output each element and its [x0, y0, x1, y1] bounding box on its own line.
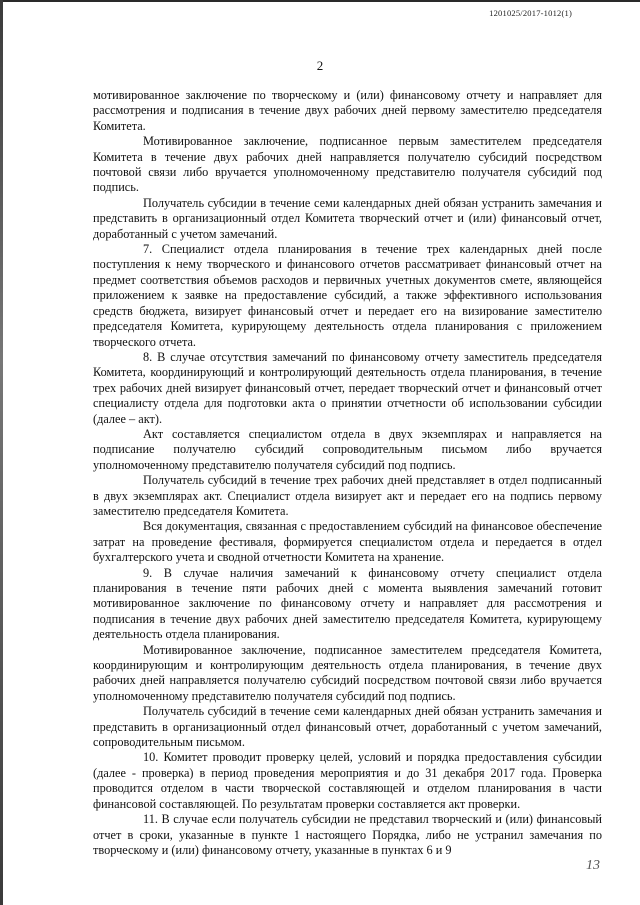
paragraph: Получатель субсидии в течение семи календарных дней обязан устранить замечания и представить в организационный отдел Комитета творческий отчет и (или) финансовый отчет, доработанный с учетом замечаний.: [93, 195, 602, 241]
document-number: 1201025/2017-1012(1): [489, 8, 572, 18]
page-number: 2: [316, 58, 324, 73]
document-body: [93, 88, 602, 858]
paragraph: 10. Комитет проводит проверку целей, условий и порядка предоставления субсидии (далее - проверка) в период проведения мероприятия и до 31 декабря 2017 года. Проверка проводится отделом в части творческой составляющей и отделом планирования в части финансовой составляющей. По результатам проверки составляется акт проверки.: [93, 750, 602, 811]
paragraph: Получатель субсидий в течение семи календарных дней обязан устранить замечания и представить в организационный отдел финансовый отчет, доработанный с учетом замечаний, сопроводительным письмом.: [93, 704, 602, 750]
scan-edge-left: [0, 0, 3, 905]
paragraph: 11. В случае если получатель субсидии не представил творческий и (или) финансовый отчет в сроки, указанные в пункте 1 настоящего Порядка, либо не устранил замечания по творческому и (или) финансовому отчету, указанные в пунктах 6 и 9: [93, 812, 602, 857]
paragraph: Мотивированное заключение, подписанное первым заместителем председателя Комитета в течение двух рабочих дней направляется получателю субсидий посредством почтовой связи либо вручается уполномоченному представителю получателя субсидий под подпись.: [93, 134, 602, 195]
scan-edge-top: [0, 0, 640, 2]
paragraph: 9. В случае наличия замечаний к финансовому отчету специалист отдела планирования в течение пяти рабочих дней с момента выявления замечаний готовит мотивированное заключение по финансовому отчету и направляет для рассмотрения и подписания в течение двух рабочих дней заместителю председателя Комитета, курирующему деятельность отдела планирования.: [93, 565, 602, 642]
paragraph: Мотивированное заключение, подписанное заместителем председателя Комитета, координирующим и контролирующим деятельность отдела планирования, в течение двух рабочих дней направляется получателю субсидий посредством почтовой связи либо вручается уполномоченному представителю получателя субсидий под подпись.: [93, 642, 602, 703]
paragraph: Получатель субсидий в течение трех рабочих дней представляет в отдел подписанный в двух экземплярах акт. Специалист отдела визирует акт и передает его на подпись первому заместителю председателя Комитета.: [93, 473, 602, 518]
paragraph: 8. В случае отсутствия замечаний по финансовому отчету заместитель председателя Комитета, координирующий и контролирующий деятельность отдела планирования, в течение трех рабочих дней визирует финансовый отчет, передает творческий отчет и финансовый отчет специалисту отдела для подготовки акта о принятии отчетности об использовании субсидии (далее – акт).: [93, 349, 602, 426]
paragraph: Вся документация, связанная с предоставлением субсидий на финансовое обеспечение затрат на проведение фестиваля, формируется специалистом отдела и передается в отдел бухгалтерского учета и сводной отчетности Комитета на хранение.: [93, 519, 602, 565]
paragraph: 7. Специалист отдела планирования в течение трех календарных дней после поступления к нему творческого и финансового отчетов рассматривает финансовый отчет на предмет соответствия объемов расходов и первичных учетных документов смете, являющейся приложением к заявке на предоставление субсидий, а также эффективного использования средств бюджета, визирует финансовый отчет и передает его на визирование заместителю председателя Комитета, курирующему деятельность отдела планирования с приложением творческого отчета.: [93, 242, 602, 349]
paragraph: мотивированное заключение по творческому и (или) финансовому отчету и направляет для рассмотрения и подписания в течение двух рабочих дней первому заместителю председателя Комитета.: [93, 88, 602, 133]
handwritten-page-mark: 13: [586, 858, 600, 873]
paragraph: Акт составляется специалистом отдела в двух экземплярах и направляется на подписание получателю субсидий сопроводительным письмом либо вручается уполномоченному представителю получателя субсидий под подпись.: [93, 426, 602, 472]
